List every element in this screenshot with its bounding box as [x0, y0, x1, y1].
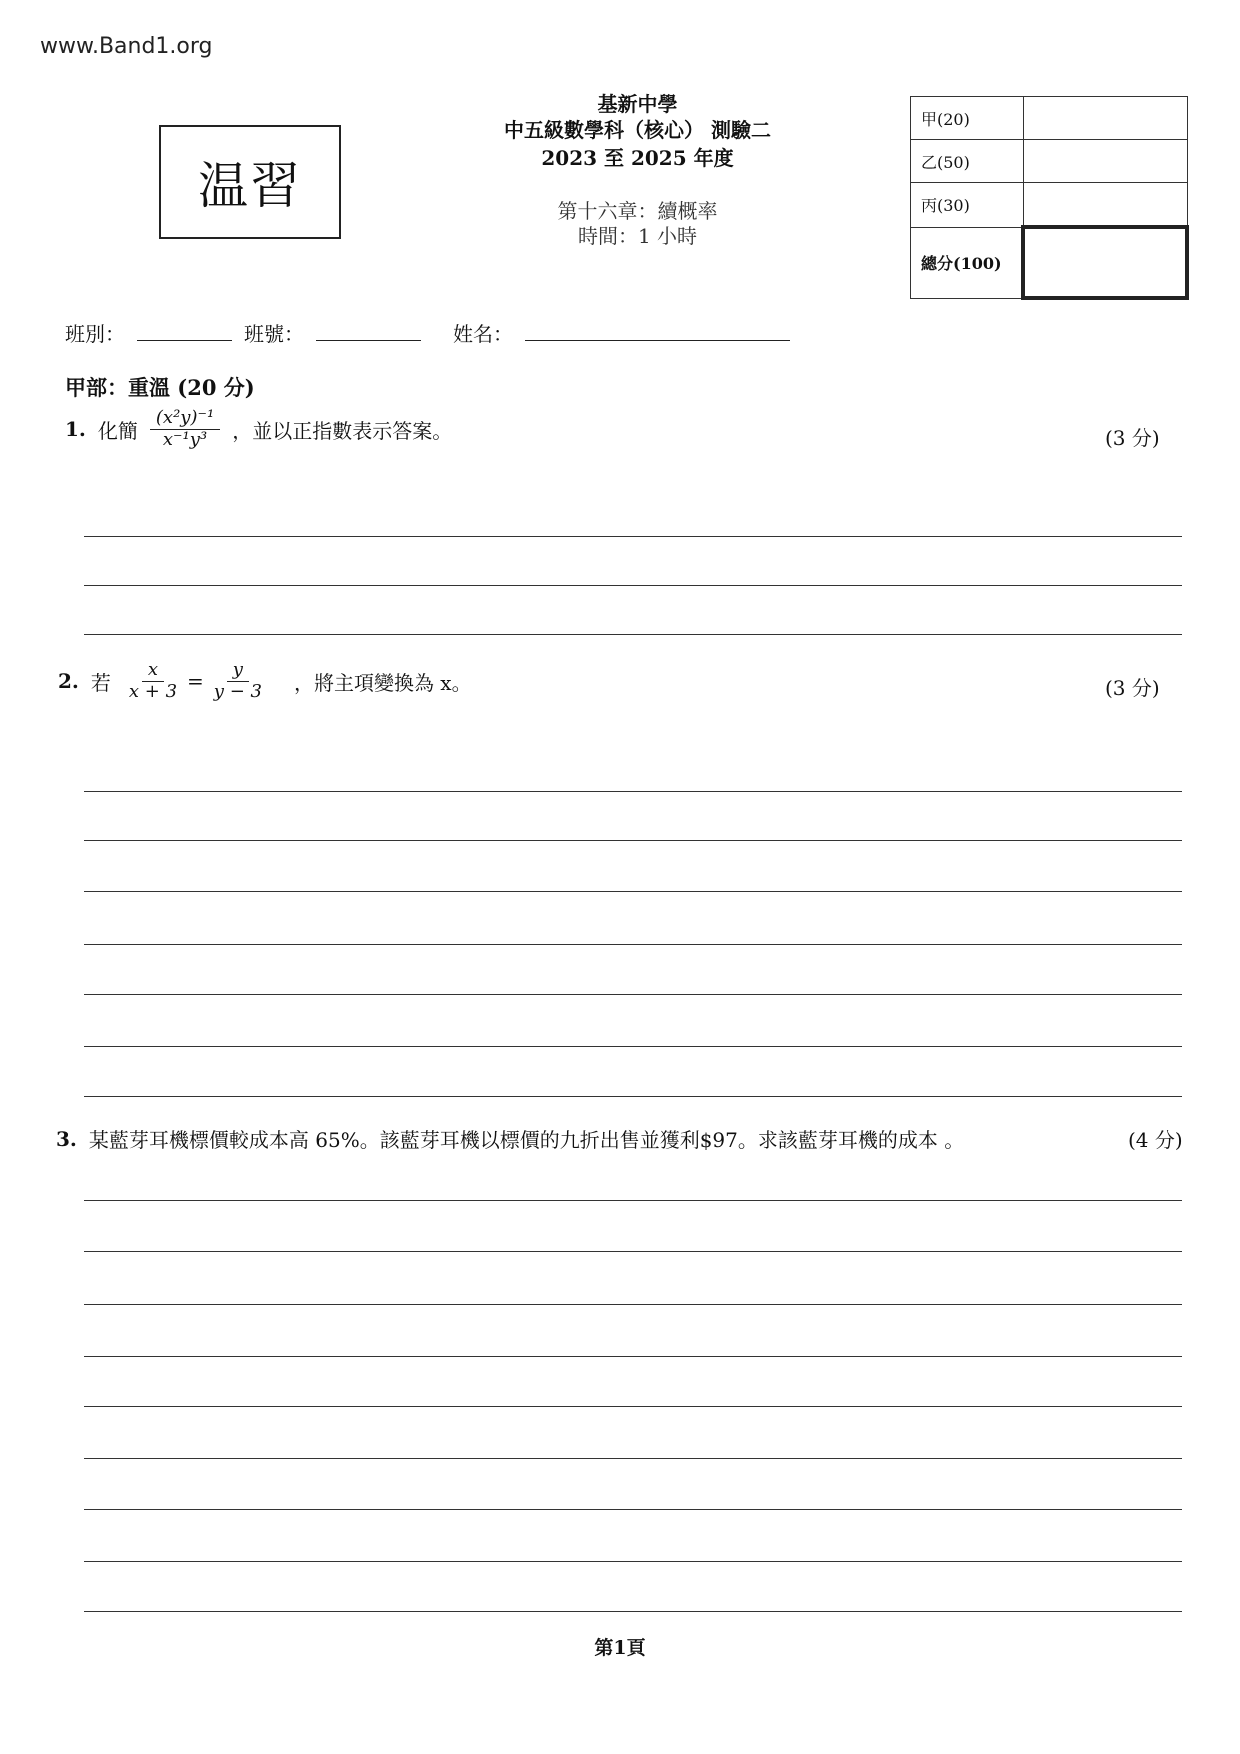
score-label: 總分(100)	[911, 227, 1024, 298]
exam-subject: 中五級數學科（核心） 測驗二	[504, 118, 771, 142]
answer-line[interactable]	[84, 536, 1182, 537]
number-label: 班號：	[244, 322, 304, 346]
total-score-value[interactable]	[1023, 227, 1187, 298]
denominator: y − 3	[213, 680, 262, 702]
question-number: 3.	[56, 1126, 77, 1151]
score-value[interactable]	[1023, 183, 1187, 228]
answer-line[interactable]	[84, 791, 1182, 792]
score-table	[910, 96, 1189, 300]
answer-line[interactable]	[84, 585, 1182, 586]
fraction	[123, 660, 183, 702]
score-row	[911, 227, 1188, 298]
score-row	[911, 97, 1188, 140]
answer-line[interactable]	[84, 1611, 1182, 1612]
numerator: y	[227, 660, 249, 682]
answer-line[interactable]	[84, 994, 1182, 995]
answer-line[interactable]	[84, 840, 1182, 841]
chapter-title: 第十六章：續概率	[557, 199, 718, 223]
question-text: 若	[90, 670, 111, 695]
question-marks: (3 分)	[1105, 426, 1160, 450]
answer-line[interactable]	[84, 891, 1182, 892]
answer-line[interactable]	[84, 1096, 1182, 1097]
question-number: 1.	[65, 417, 86, 442]
question-marks: (3 分)	[1105, 676, 1160, 700]
page-number: 第1頁	[594, 1637, 646, 1659]
exam-year: 2023 至 2025 年度	[541, 146, 734, 170]
exam-time: 時間：1 小時	[577, 224, 698, 248]
answer-line[interactable]	[84, 1304, 1182, 1305]
question-text: 化簡	[97, 418, 138, 443]
answer-line[interactable]	[84, 944, 1182, 945]
score-row	[911, 183, 1188, 228]
question-text: ，並以正指數表示答案。	[232, 418, 453, 443]
question-text: ，將主項變換為 x。	[293, 670, 472, 695]
school-name: 基新中學	[597, 92, 678, 116]
score-row	[911, 140, 1188, 183]
class-field[interactable]	[137, 320, 232, 341]
score-value[interactable]	[1023, 140, 1187, 183]
answer-line[interactable]	[84, 1046, 1182, 1047]
answer-line[interactable]	[84, 634, 1182, 635]
fraction	[208, 660, 268, 702]
answer-line[interactable]	[84, 1251, 1182, 1252]
question-3	[56, 1124, 964, 1153]
number-field[interactable]	[316, 320, 421, 341]
section-title: 甲部：重溫 (20 分)	[65, 375, 255, 400]
numerator: (x²y)⁻¹	[150, 408, 220, 430]
answer-line[interactable]	[84, 1200, 1182, 1201]
score-label: 甲(20)	[911, 97, 1024, 140]
answer-line[interactable]	[84, 1458, 1182, 1459]
numerator: x	[142, 660, 164, 682]
question-2	[58, 660, 472, 702]
class-label: 班別：	[65, 322, 125, 346]
fraction	[150, 408, 220, 450]
denominator: x⁻¹y³	[162, 428, 208, 450]
answer-line[interactable]	[84, 1509, 1182, 1510]
score-label: 丙(30)	[911, 183, 1024, 228]
revision-stamp: 温習	[159, 125, 341, 239]
equals-sign: =	[187, 669, 204, 694]
denominator: x + 3	[128, 680, 178, 702]
name-label: 姓名：	[453, 322, 513, 346]
question-text: 某藍芽耳機標價較成本高 65%。該藍芽耳機以標價的九折出售並獲利$97。求該藍芽耳機的成本 。	[88, 1128, 965, 1152]
question-1	[65, 408, 452, 450]
question-marks: (4 分)	[1128, 1128, 1183, 1152]
answer-line[interactable]	[84, 1561, 1182, 1562]
answer-line[interactable]	[84, 1356, 1182, 1357]
name-field[interactable]	[525, 320, 790, 341]
student-info	[65, 318, 790, 347]
score-label: 乙(50)	[911, 140, 1024, 183]
question-number: 2.	[58, 669, 79, 694]
watermark: www.Band1.org	[40, 34, 213, 59]
score-value[interactable]	[1023, 97, 1187, 140]
answer-line[interactable]	[84, 1406, 1182, 1407]
